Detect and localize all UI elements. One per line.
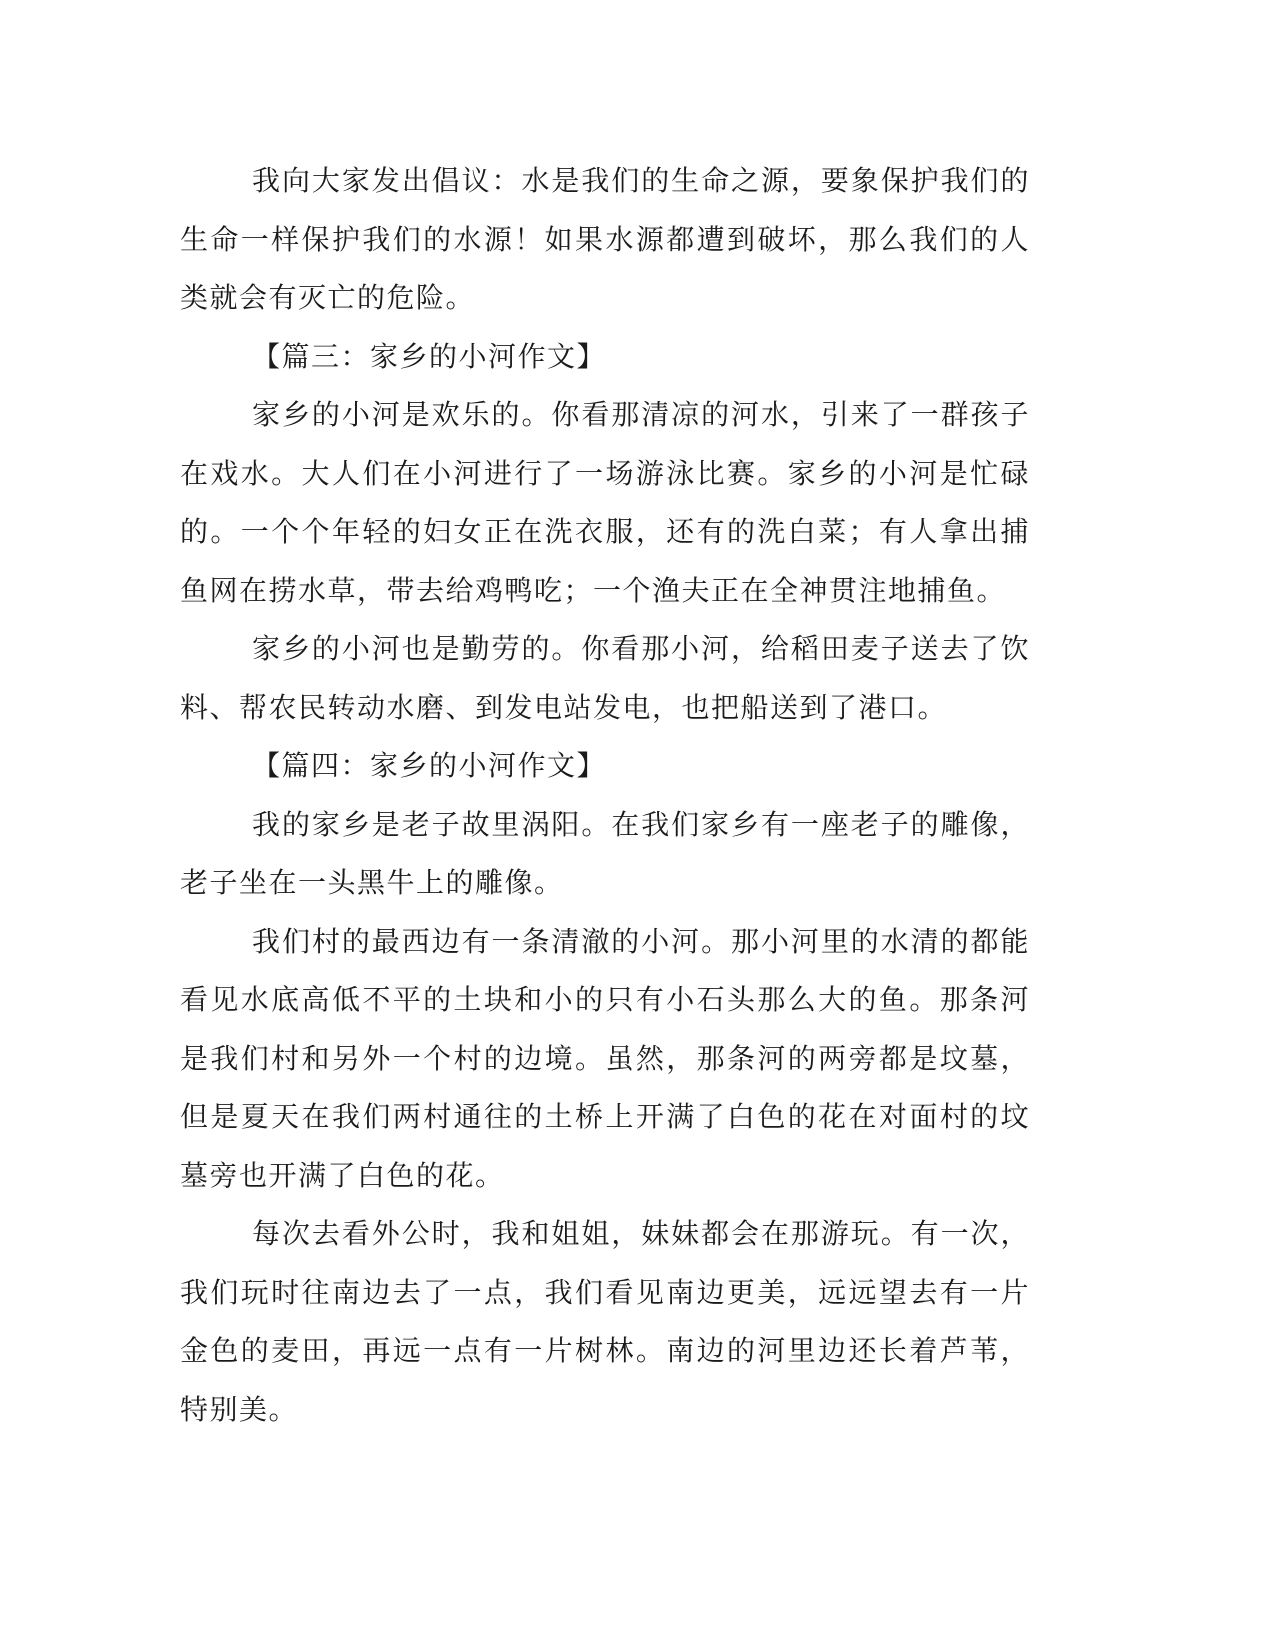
section-heading-4: 【篇四：家乡的小河作文】 bbox=[252, 749, 607, 782]
body-paragraph-2: 家乡的小河是欢乐的。你看那清凉的河水，引来了一群孩子在戏水。大人们在小河进行了一场游泳比赛。家乡的小河是忙碌的。一个个年轻的妇女正在洗衣服，还有的洗白菜；有人拿出捕鱼网在捞水草，带去给鸡鸭吃；一个渔夫正在全神贯注地捕鱼。 bbox=[180, 398, 1030, 607]
body-paragraph-1: 我向大家发出倡议：水是我们的生命之源，要象保护我们的生命一样保护我们的水源！如果水源都遭到破坏，那么我们的人类就会有灭亡的危险。 bbox=[180, 164, 1030, 314]
body-paragraph-5: 我们村的最西边有一条清澈的小河。那小河里的水清的都能看见水底高低不平的土块和小的只有小石头那么大的鱼。那条河是我们村和另外一个村的边境。虽然，那条河的两旁都是坟墓，但是夏天在我们两村通往的土桥上开满了白色的花在对面村的坟墓旁也开满了白色的花。 bbox=[180, 924, 1030, 1192]
body-paragraph-4: 我的家乡是老子故里涡阳。在我们家乡有一座老子的雕像，老子坐在一头黑牛上的雕像。 bbox=[180, 807, 1030, 899]
section-heading-3: 【篇三：家乡的小河作文】 bbox=[252, 339, 607, 373]
document-page bbox=[180, 152, 1030, 1439]
body-paragraph-6: 每次去看外公时，我和姐姐，妹妹都会在那游玩。有一次，我们玩时往南边去了一点，我们看见南边更美，远远望去有一片金色的麦田，再远一点有一片树林。南边的河里边还长着芦苇，特别美。 bbox=[180, 1217, 1030, 1426]
body-paragraph-3: 家乡的小河也是勤劳的。你看那小河，给稻田麦子送去了饮料、帮农民转动水磨、到发电站发电，也把船送到了港口。 bbox=[180, 632, 1030, 724]
